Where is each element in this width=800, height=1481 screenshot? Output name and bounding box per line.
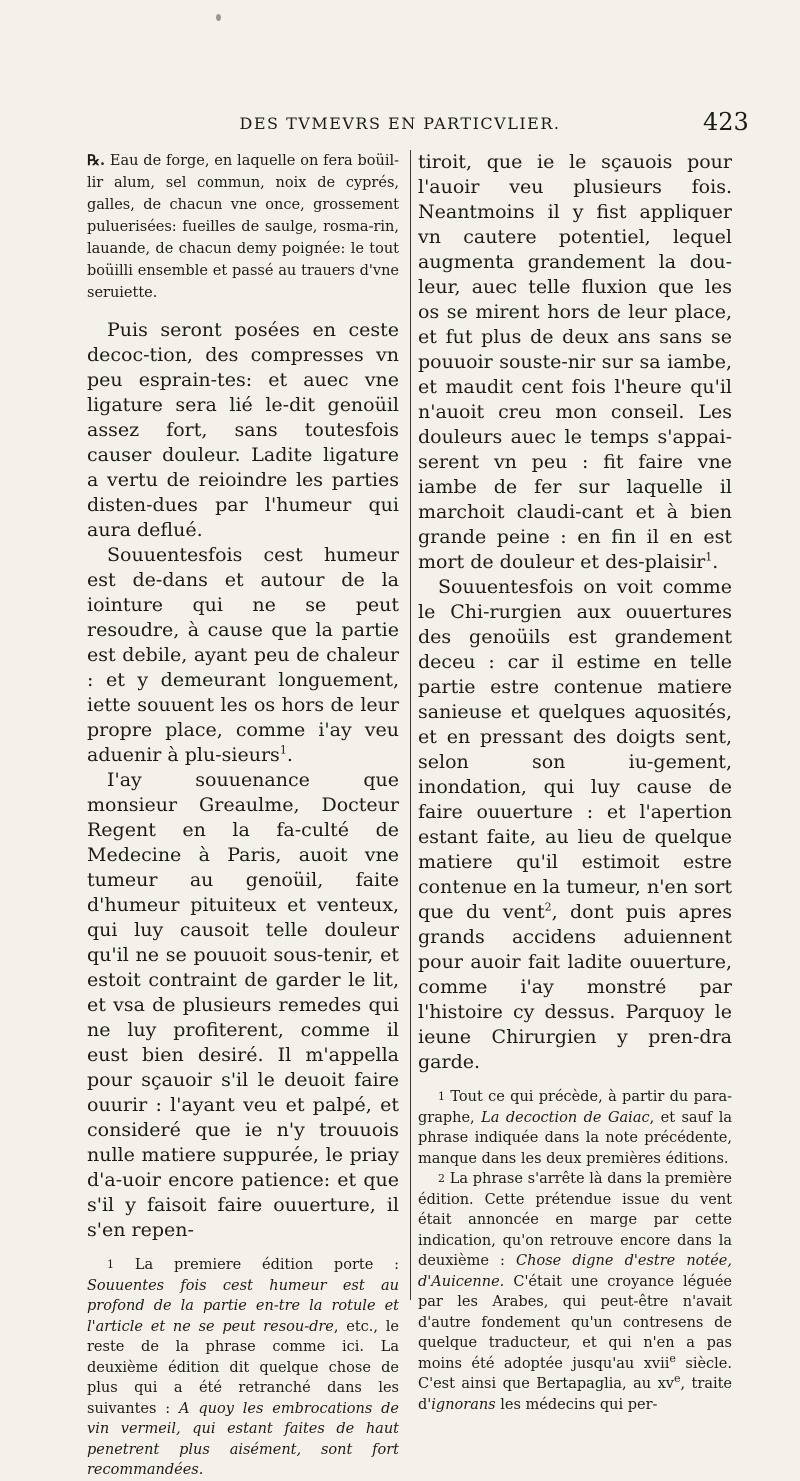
paragraph-text: Souuentesfois on voit comme le Chi-rurgien aux ouuertures des genoüils est grandement deceu : car il estime en telle partie estre contenue matiere sanieuse et quelques aquosités, et en pressant des doigts sent, selon son iu-gement, inondation, qui luy cause de faire ouuerture : et l'apertion estant faite, au lieu de quelque matiere qu'il estimoit estre contenue en la tumeur, n'en sort que du vent <box>418 576 732 923</box>
superscript: e <box>673 1372 681 1386</box>
footnote-middle: , etc., le reste de la phrase comme ici. La deuxième édition dit quelque chose de plus qui a été retranché dans les suivantes : <box>87 1318 399 1417</box>
ink-spot <box>216 14 221 21</box>
footnote-mark: 1 <box>438 1090 445 1103</box>
paragraph-text: dont puis apres grands accidens aduiennent pour auoir fait ladite ouuerture, comme i'ay monstré par l'histoire cy dessus. Parquoy le ieune Chirurgien y pren-dra garde. <box>418 901 732 1073</box>
body-paragraph: Souuentesfois cest humeur est de-dans et autour de la iointure qui ne se peut resoudre, à cause que la partie est debile, ayant peu de chaleur : et y demeurant longuement, iette souuent les os hors de leur propre place, comme i'ay veu aduenir à plu-sieurs$^1$. <box>87 544 399 766</box>
right-column <box>418 150 732 1415</box>
recipe-symbol: ℞. <box>87 152 106 169</box>
paragraph-text: Souuentesfois cest humeur est de-dans et autour de la iointure qui ne se peut resoudre, à cause que la partie est debile, ayant peu de chaleur : et y demeurant longuement, iette souuent les os hors de leur propre place, comme i'ay veu aduenir à plu-sieurs <box>87 544 399 766</box>
body-paragraph: I'ay souuenance que monsieur Greaulme, Docteur Regent en la fa-culté de Medecine à Paris, auoit vne tumeur au genoüil, faite d'humeur pituiteux et venteux, qui luy causoit telle douleur qu'il ne se pouuoit sous-tenir, et estoit contraint de garder le lit, et vsa de plusieurs remedes qui ne luy profiterent, comme il eust bien desiré. Il m'appella pour sçauoir s'il le deuoit faire ouurir : l'ayant veu et palpé, et consideré que ie n'y trouuois nulle matiere suppurée, le priay d'a-uoir encore patience: et que s'il y faisoit faire ouuerture, il s'en repen- <box>87 769 399 1241</box>
footnote-rest: , et sauf la phrase indiquée dans la note précédente, manque dans les deux premières éditions. <box>418 1109 733 1167</box>
footnote-quote: Chose digne d'estre notée, d'Auicenne. <box>418 1253 732 1290</box>
recipe-text: Eau de forge, en laquelle on fera boüil-lir alum, sel commun, noix de cyprés, galles, de chacun vne once, grossement puluerisées: fueilles de saulge, rosma-rin, lauande, de chacun demy poignée: le tout boüilli ensemble et passé au trauers d'vne seruiette. <box>87 153 399 301</box>
footnote-middle: siècle. C'est ainsi que Bertapaglia, au xv <box>418 1355 732 1392</box>
column-rule <box>410 150 411 1300</box>
footnote <box>418 1087 732 1169</box>
footnote-mark: 2 <box>438 1172 445 1185</box>
superscript: e <box>669 1351 676 1365</box>
note-ref: 2 <box>544 900 552 914</box>
note-ref: 1 <box>705 550 713 564</box>
footnotes <box>418 1087 732 1415</box>
footnote-mark: 1 <box>107 1258 114 1271</box>
page-header <box>0 108 800 138</box>
footnote-middle: C'était une croyance léguée par les Arabes, qui peut-être n'avait d'autre fondement qu'un contresens de quelque traducteur, et qui n'en a pas moins été adoptée jusqu'au xvii <box>418 1273 732 1372</box>
body-paragraph: Puis seront posées en ceste decoc-tion, des compresses vn peu esprain-tes: et auec vne ligature sera lié le-dit genoüil assez fort, sans toutesfois causer douleur. Ladite ligature a vertu de reioindre les parties disten-dues par l'humeur qui aura deflué. <box>87 319 399 541</box>
footnote-quote: Souuentes fois cest humeur est au profond de la partie en-tre la rotule et l'article et ne se peut resou-dre <box>87 1277 399 1335</box>
footnote-quote: La decoction de Gaiac <box>481 1109 650 1126</box>
recipe-paragraph <box>87 150 399 304</box>
page-number: 423 <box>703 108 749 136</box>
footnote-lead: La phrase s'arrête là dans la première édition. Cette prétendue issue du vent était annoncée en marge par cette indication, qu'on retrouve encore dans la deuxième : <box>418 1171 732 1269</box>
left-column <box>87 150 399 1481</box>
footnote-lead: Tout ce qui précède, à partir du para-graphe, <box>418 1089 732 1126</box>
note-ref: 1 <box>279 743 287 757</box>
footnote <box>418 1169 732 1415</box>
footnotes <box>87 1255 399 1481</box>
footnote-quote: ignorans <box>431 1396 496 1413</box>
footnote-lead: La premiere édition porte : <box>134 1257 399 1273</box>
body-paragraph: Souuentesfois on voit comme le Chi-rurgien aux ouuertures des genoüils est grandement deceu : car il estime en telle partie estre contenue matiere sanieuse et quelques aquosités, et en pressant des doigts sent, selon son iu-gement, inondation, qui luy cause de faire ouuerture : et l'apertion estant faite, au lieu de quelque matiere qu'il estimoit estre contenue en la tumeur, n'en sort que du vent$^2$, dont puis apres grands accidens aduiennent pour auoir fait ladite ouuerture, comme i'ay monstré par l'histoire cy dessus. Parquoy le ieune Chirurgien y pren-dra garde. <box>418 576 732 1073</box>
footnote-rest: les médecins qui per- <box>495 1396 658 1413</box>
body-paragraph: tiroit, que ie le sçauois pour l'auoir veu plusieurs fois. Neantmoins il y fist appliquer vn cautere potentiel, lequel augmenta grandement la dou-leur, auec telle fluxion que les os se mirent hors de leur place, et fut plus de deux ans sans se pouuoir souste-nir sur sa iambe, et maudit cent fois l'heure qu'il n'auoit creu mon conseil. Les douleurs auec le temps s'appai-serent vn peu : fit faire vne iambe de fer sur laquelle il marchoit claudi-cant et à bien grande peine : en fin il en est mort de douleur et des-plaisir$^1$. <box>418 151 732 573</box>
running-title: DES TVMEVRS EN PARTICVLIER. <box>239 114 561 133</box>
footnote-middle: , traite d' <box>418 1376 733 1413</box>
footnote <box>87 1255 399 1481</box>
paragraph-text: tiroit, que ie le sçauois pour l'auoir veu plusieurs fois. Neantmoins il y fist appliquer vn cautere potentiel, lequel augmenta grandement la dou-leur, auec telle fluxion que les os se mirent hors de leur place, et fut plus de deux ans sans se pouuoir souste-nir sur sa iambe, et maudit cent fois l'heure qu'il n'auoit creu mon conseil. Les douleurs auec le temps s'appai-serent vn peu : fit faire vne iambe de fer sur laquelle il marchoit claudi-cant et à bien grande peine : en fin il en est mort de douleur et des-plaisir <box>418 151 732 573</box>
footnote-quote: A quoy les embrocations de vin vermeil, qui estant faites de haut penetrent plus aisément, sont fort recommandées. <box>87 1400 399 1478</box>
